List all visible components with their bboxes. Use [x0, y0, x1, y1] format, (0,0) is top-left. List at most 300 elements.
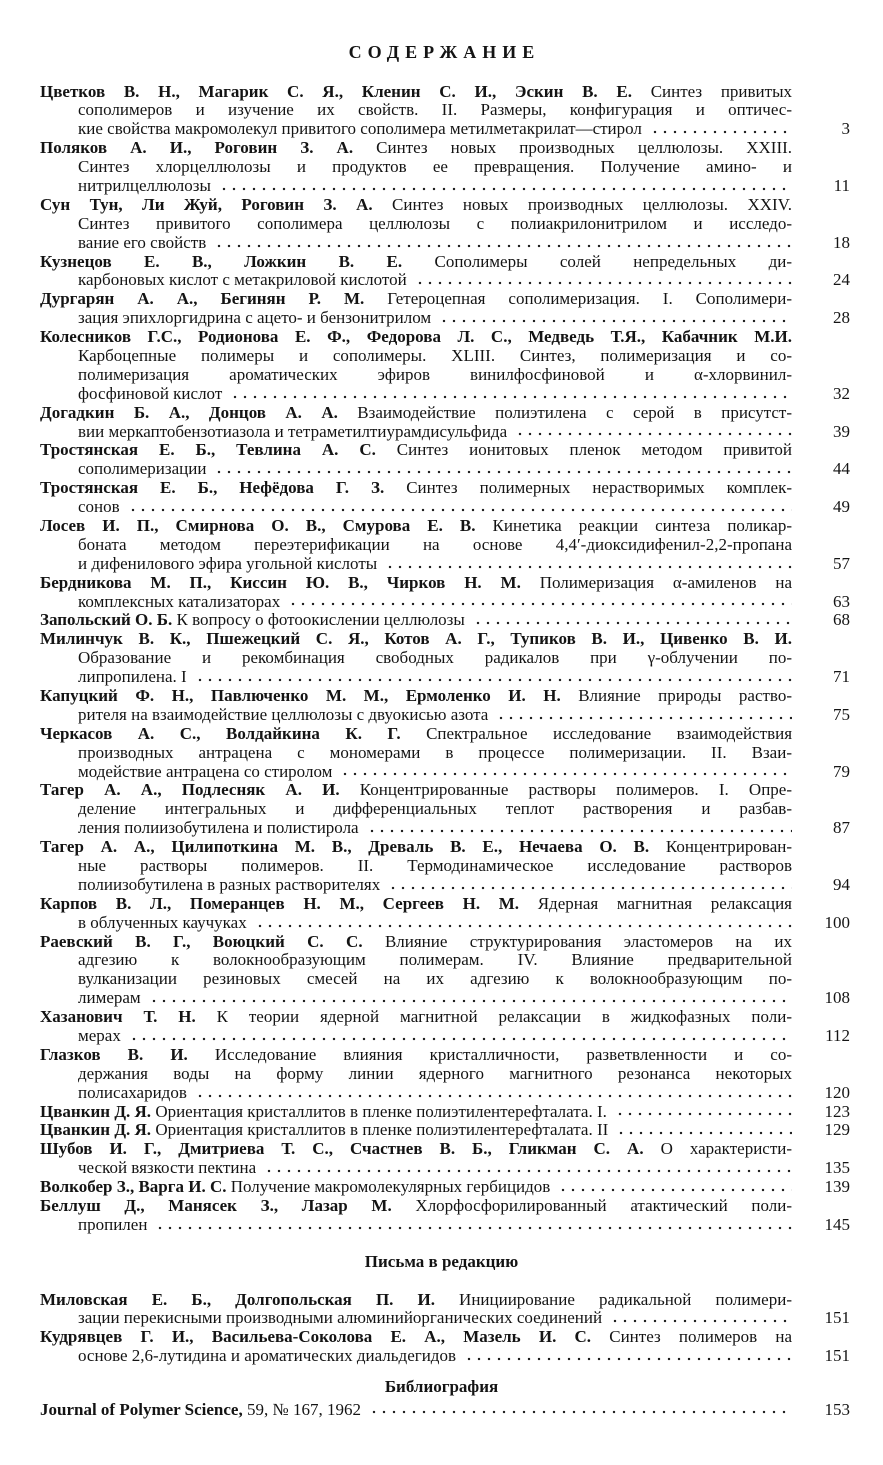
entry-text — [78, 1309, 602, 1328]
toc-line — [0, 933, 883, 952]
toc-line — [0, 706, 883, 725]
entry-text-line — [40, 253, 792, 272]
entry-text-line — [40, 441, 792, 460]
entry-text — [40, 1401, 361, 1420]
toc-line — [0, 687, 883, 706]
entry-title: ные растворы полимеров. II. Термодинамическое исследование растворов — [78, 856, 792, 876]
entry-text — [78, 498, 120, 517]
entry-authors: Тростянская Е. Б., Нефёдова Г. З. — [40, 478, 385, 498]
entry-text-line — [40, 838, 792, 857]
entry-text-line — [78, 215, 792, 234]
entry-text — [78, 234, 206, 253]
toc-line — [0, 970, 883, 989]
entry-page-number: 139 — [824, 1177, 850, 1197]
dot-leader — [462, 1356, 792, 1362]
entry-authors: Раевский В. Г., Воюцкий С. С. — [40, 931, 363, 951]
toc-entry — [0, 139, 883, 196]
entry-text-line — [78, 857, 792, 876]
entry-title: К вопросу о фотоокислении целлюлозы — [176, 610, 465, 630]
toc-line — [0, 1159, 883, 1178]
dot-leader — [365, 828, 792, 834]
toc-entry — [0, 517, 883, 574]
entry-text-line — [78, 366, 792, 385]
entry-title: Концентрированные растворы полимеров. I. Опре- — [359, 780, 792, 800]
entry-text-line — [78, 1309, 792, 1328]
toc-line — [0, 404, 883, 423]
entry-page-number: 151 — [824, 1346, 850, 1366]
toc-line — [0, 177, 883, 196]
entry-text-line — [40, 630, 792, 649]
entry-authors: Капуцкий Ф. Н., Павлюченко М. М., Ермоленко И. Н. — [40, 686, 561, 705]
toc-line — [0, 1347, 883, 1366]
toc-line — [0, 800, 883, 819]
entry-authors: Миловская Е. Б., Долгопольская П. И. — [40, 1289, 435, 1309]
dot-leader — [262, 1168, 792, 1174]
entry-text-line — [78, 1216, 792, 1235]
toc-entry — [0, 687, 883, 725]
entry-page-number: 151 — [824, 1308, 850, 1328]
entry-title: мерах — [78, 1026, 121, 1046]
entry-title: Синтез полимеров на — [609, 1327, 792, 1347]
entry-authors: Кудрявцев Г. И., Васильева-Соколова Е. А., Мазель И. С. — [40, 1327, 592, 1347]
dot-leader — [253, 923, 792, 929]
toc-entry — [0, 611, 883, 630]
entry-text-line — [78, 1159, 792, 1178]
entry-title: Синтез полимерных нерастворимых комплек- — [406, 478, 793, 498]
entry-title: полимеризация ароматических эфиров винилфосфиновой и α-хлорвинил- — [78, 364, 792, 384]
entry-text-line — [78, 271, 792, 290]
toc-line — [0, 139, 883, 158]
toc-line — [0, 1065, 883, 1084]
entry-title: липропилена. I — [78, 667, 187, 687]
dot-leader — [648, 129, 792, 135]
entry-text-line — [78, 158, 792, 177]
entry-text-line — [40, 725, 792, 744]
toc-line — [0, 838, 883, 857]
entry-text — [78, 177, 211, 196]
toc-line — [0, 819, 883, 838]
entry-text — [78, 309, 431, 328]
page-title: СОДЕРЖАНИЕ — [348, 42, 541, 62]
entry-page-number: 129 — [824, 1120, 850, 1140]
entry-authors: Карпов В. Л., Померанцев Н. М., Сергеев Н. М. — [40, 893, 520, 913]
toc-line — [0, 574, 883, 593]
dot-leader — [193, 1093, 792, 1099]
toc-entry — [0, 1121, 883, 1140]
entry-text-line — [40, 1328, 792, 1347]
entry-text-line — [78, 347, 792, 366]
toc-line — [0, 593, 883, 612]
entry-text-line — [78, 706, 792, 725]
dot-leader — [471, 620, 792, 626]
entry-text-line — [40, 1008, 792, 1027]
entry-title: полисахаридов — [78, 1082, 187, 1102]
entry-title: Ориентация кристаллитов в пленке полиэтилентерефталата. II — [155, 1120, 609, 1140]
toc-line — [0, 1140, 883, 1159]
entry-text-line — [40, 1121, 792, 1140]
entry-text-line — [78, 385, 792, 404]
entry-text — [40, 1103, 607, 1122]
entry-text-line — [40, 933, 792, 952]
entry-text — [78, 271, 407, 290]
dot-leader — [286, 601, 792, 607]
entry-page-number: 120 — [824, 1082, 850, 1102]
entry-title: вии меркаптобензотиазола и тетраметилтиурамдисульфида — [78, 421, 508, 441]
toc-line — [0, 366, 883, 385]
entry-title: Концентрирован- — [665, 837, 792, 857]
toc-line — [0, 1121, 883, 1140]
entry-title: Спектральное исследование взаимодействия — [426, 723, 793, 743]
toc-entry — [0, 1328, 883, 1366]
dot-leader — [127, 1036, 792, 1042]
entry-authors: Кузнецов Е. В., Ложкин В. Е. — [40, 251, 403, 271]
toc-line — [0, 668, 883, 687]
toc-entry — [0, 1401, 883, 1420]
entry-page-number: 112 — [825, 1026, 850, 1046]
entry-text-line — [40, 328, 792, 347]
entry-authors: Глазков В. И. — [40, 1044, 188, 1064]
entry-title: фосфиновой кислот — [78, 383, 223, 403]
entry-text-line — [40, 895, 792, 914]
entry-text-line — [78, 536, 792, 555]
entry-page-number: 75 — [833, 704, 850, 724]
entry-text — [78, 385, 222, 404]
toc-entry — [0, 253, 883, 291]
toc-line — [0, 1291, 883, 1310]
toc-entry — [0, 328, 883, 404]
entry-text — [78, 989, 141, 1008]
toc-line — [0, 1103, 883, 1122]
toc-line — [0, 555, 883, 574]
entry-title: рителя на взаимодействие целлюлозы с двуокисью азота — [78, 704, 489, 724]
dot-leader — [613, 1111, 792, 1117]
toc-line — [0, 479, 883, 498]
toc-line — [0, 271, 883, 290]
toc-entry — [0, 1103, 883, 1122]
entry-title: К теории ядерной магнитной релаксации в жидкофазных поли- — [216, 1007, 792, 1027]
entry-title: в облученных каучуках — [78, 912, 247, 932]
entry-page-number: 28 — [833, 308, 850, 328]
toc-line — [0, 328, 883, 347]
entry-page-number: 135 — [824, 1158, 850, 1178]
entry-title: комплексных катализаторах — [78, 591, 281, 611]
entry-authors: Цванкин Д. Я. — [40, 1101, 152, 1121]
toc-line — [0, 460, 883, 479]
dot-leader — [608, 1318, 792, 1324]
entry-text-line — [40, 687, 792, 706]
toc-line — [0, 120, 883, 139]
entry-text — [78, 819, 359, 838]
toc-line — [0, 876, 883, 895]
entry-title: вание его свойств — [78, 232, 207, 252]
entry-authors: Тагер А. А., Цилипоткина М. В., Древаль В. Е., Нечаева О. В. — [40, 837, 650, 857]
entry-title: Образование и рекомбинация свободных радикалов при γ-облучении по- — [78, 648, 792, 668]
toc-entry — [0, 196, 883, 253]
toc-line — [0, 347, 883, 366]
entry-title: Синтез привитых — [650, 81, 792, 101]
toc-line — [0, 536, 883, 555]
toc-entry — [0, 838, 883, 895]
entry-title: Синтез новых производных целлюлозы. XXIV. — [392, 194, 792, 214]
entry-text-line — [78, 120, 792, 139]
entry-text-line — [78, 668, 792, 687]
entry-authors: Дургарян А. А., Бегинян Р. М. — [40, 289, 365, 309]
entry-title: полиизобутилена в разных растворителях — [78, 874, 381, 894]
dot-leader — [212, 243, 792, 249]
entry-page-number: 24 — [833, 270, 850, 290]
entry-text-line — [40, 479, 792, 498]
entry-title: Исследование влияния кристалличности, разветвленности и со- — [214, 1044, 793, 1064]
entry-title: кие свойства макромолекул привитого сополимера метилметакрилат—стирол — [78, 119, 642, 139]
entry-title: зации перекисными производными алюминийорганических соединений — [78, 1308, 603, 1328]
toc-line — [0, 423, 883, 442]
toc-line — [0, 441, 883, 460]
entry-authors: Тростянская Е. Б., Тевлина А. С. — [40, 440, 376, 460]
toc-entry — [0, 441, 883, 479]
dot-leader — [413, 280, 792, 286]
entry-authors: Поляков А. И., Роговин З. А. — [40, 138, 354, 158]
entry-title: Синтез ионитовых пленок методом привитой — [396, 440, 793, 460]
entry-text — [78, 1216, 147, 1235]
entry-text-line — [78, 970, 792, 989]
entry-text — [78, 423, 507, 442]
dot-leader — [147, 998, 792, 1004]
entry-text — [78, 876, 380, 895]
entry-title: сополимеризации — [78, 459, 207, 479]
entry-title: боната методом переэтерификации на основе 4,4′-диоксидифенил-2,2-пропана — [78, 534, 792, 554]
toc-line — [0, 1046, 883, 1065]
entry-text-line — [40, 1178, 792, 1197]
dot-leader — [212, 469, 792, 475]
entry-text-line — [78, 1027, 792, 1046]
toc-line — [0, 763, 883, 782]
dot-leader — [153, 1225, 792, 1231]
toc-entry — [0, 1046, 883, 1103]
entry-text — [40, 1121, 608, 1140]
entry-text — [78, 593, 280, 612]
entry-title: Полимеризация α-амиленов на — [539, 572, 793, 592]
entry-title: модействие антрацена со стиролом — [78, 761, 333, 781]
entry-text-line — [40, 1197, 792, 1216]
entry-page-number: 18 — [833, 232, 850, 252]
entry-title: 59, № 167, 1962 — [246, 1399, 361, 1419]
toc-line — [0, 309, 883, 328]
entry-page-number: 3 — [841, 119, 850, 139]
entry-page-number: 49 — [833, 497, 850, 517]
entry-text-line — [78, 309, 792, 328]
toc-entry — [0, 630, 883, 687]
toc-entry — [0, 1008, 883, 1046]
entry-title: вулканизации резиновых смесей на их адгезию к волокнообразующим по- — [78, 969, 792, 989]
entry-authors: Шубов И. Г., Дмитриева Т. С., Счастнев В. Б., Гликман С. А. — [40, 1139, 644, 1159]
entry-text — [78, 1084, 187, 1103]
toc-line — [0, 385, 883, 404]
toc-line — [0, 649, 883, 668]
entry-text-line — [78, 593, 792, 612]
entry-title: карбоновых кислот с метакриловой кислотой — [78, 270, 407, 290]
toc-line — [0, 158, 883, 177]
letters-list — [0, 1291, 883, 1367]
bibliography-list — [0, 1401, 883, 1420]
entry-page-number: 63 — [833, 591, 850, 611]
entry-text-line — [40, 781, 792, 800]
toc-line — [0, 857, 883, 876]
entry-title: О характеристи- — [660, 1139, 793, 1159]
entry-title: Сополимеры солей непредельных ди- — [434, 251, 793, 271]
entry-text-line — [40, 83, 792, 102]
entry-text — [78, 120, 642, 139]
entry-title: сонов — [78, 497, 120, 517]
entry-title: и дифенилового эфира угольной кислоты — [78, 553, 378, 573]
entry-title: деление интегральных и дифференциальных теплот растворения и разбав- — [78, 799, 792, 819]
toc-line — [0, 630, 883, 649]
toc-line — [0, 1008, 883, 1027]
toc-line — [0, 196, 883, 215]
entry-text — [78, 706, 488, 725]
entry-authors: Сун Тун, Ли Жуй, Роговин З. А. — [40, 194, 373, 214]
dot-leader — [494, 715, 792, 721]
entry-text-line — [40, 1046, 792, 1065]
entry-page-number: 94 — [833, 874, 850, 894]
entry-text-line — [40, 1401, 792, 1420]
entry-title: ления полиизобутилена и полистирола — [78, 818, 359, 838]
entry-page-number: 108 — [824, 988, 850, 1008]
toc-entry — [0, 895, 883, 933]
entry-title: Инициирование радикальной полимери- — [459, 1289, 792, 1309]
dot-leader — [556, 1187, 792, 1193]
entry-title: адгезию к волокнообразующим полимерам. IV. Влияние предварительной — [78, 950, 792, 970]
dot-leader — [338, 771, 792, 777]
toc-line — [0, 781, 883, 800]
toc-line — [0, 914, 883, 933]
entry-text — [40, 1178, 550, 1197]
toc-line — [0, 83, 883, 102]
entry-page-number: 44 — [833, 459, 850, 479]
entry-text-line — [78, 800, 792, 819]
toc-entry — [0, 479, 883, 517]
entry-authors: Догадкин Б. А., Донцов А. А. — [40, 402, 338, 422]
toc-entry — [0, 1291, 883, 1329]
entry-title: нитрилцеллюлозы — [78, 175, 211, 195]
entry-text-line — [78, 423, 792, 442]
entry-page-number: 57 — [833, 553, 850, 573]
entry-text-line — [78, 914, 792, 933]
entry-authors: Цветков В. Н., Магарик С. Я., Кленин С. И., Эскин В. Е. — [40, 81, 632, 101]
entry-text — [78, 1027, 121, 1046]
toc-line — [0, 951, 883, 970]
entry-title: производных антрацена с мономерами в процессе полимеризации. II. Взаи- — [78, 742, 792, 762]
entry-text — [78, 555, 377, 574]
entry-text-line — [78, 1065, 792, 1084]
entry-text-line — [40, 517, 792, 536]
entry-authors: Черкасов А. С., Волдайкина К. Г. — [40, 723, 401, 743]
entry-page-number: 100 — [824, 912, 850, 932]
entry-title: Кинетика реакции синтеза поликар- — [492, 515, 792, 535]
entry-text-line — [78, 1347, 792, 1366]
toc-line — [0, 1027, 883, 1046]
entry-text — [40, 611, 465, 630]
entry-text-line — [78, 649, 792, 668]
entry-page-number: 145 — [824, 1214, 850, 1234]
toc-line — [0, 725, 883, 744]
toc-line — [0, 744, 883, 763]
entry-title: Синтез новых производных целлюлозы. XXIII. — [376, 138, 793, 158]
dot-leader — [386, 885, 792, 891]
entry-title: зация эпихлоргидрина с ацето- и бензонитрилом — [78, 308, 432, 328]
toc-entry — [0, 781, 883, 838]
entry-title: Ориентация кристаллитов в пленке полиэтилентерефталата. I. — [155, 1101, 607, 1121]
entry-authors: Цванкин Д. Я. — [40, 1120, 152, 1140]
toc-line — [0, 1401, 883, 1420]
toc-line — [0, 1178, 883, 1197]
entry-title: Синтез привитого сополимера целлюлозы с полиакрилонитрилом и исследо- — [78, 213, 792, 233]
entry-text-line — [40, 574, 792, 593]
entry-page-number: 39 — [833, 421, 850, 441]
entry-authors: Хазанович Т. Н. — [40, 1007, 196, 1027]
toc-entry — [0, 290, 883, 328]
entry-text-line — [78, 177, 792, 196]
entry-text-line — [40, 196, 792, 215]
entry-page-number: 32 — [833, 383, 850, 403]
dot-leader — [383, 564, 792, 570]
entry-title: Взаимодействие полиэтилена с серой в присутст- — [357, 402, 793, 422]
toc-entry — [0, 725, 883, 782]
entry-text-line — [40, 1140, 792, 1159]
entry-authors: Волкобер З., Варга И. С. — [40, 1177, 227, 1197]
toc-line — [0, 253, 883, 272]
toc-line — [0, 101, 883, 120]
entry-text-line — [78, 1084, 792, 1103]
entry-text — [78, 1347, 456, 1366]
entry-authors: Лосев И. П., Смирнова О. В., Смурова Е. В. — [40, 515, 476, 535]
entry-title: Влияние структурирования эластомеров на их — [384, 931, 793, 951]
toc-entry — [0, 1197, 883, 1235]
entry-page-number: 71 — [833, 667, 850, 687]
entry-text-line — [78, 763, 792, 782]
toc-entry — [0, 1140, 883, 1178]
entry-text-line — [40, 404, 792, 423]
entry-title: лимерам — [78, 988, 141, 1008]
dot-leader — [614, 1130, 792, 1136]
entry-authors: Колесников Г.С., Родионова Е. Ф., Федорова Л. С., Медведь Т.Я., Кабачник М.И. — [40, 327, 792, 347]
entry-text-line — [78, 460, 792, 479]
entry-authors: Journal of Polymer Science, — [40, 1399, 243, 1419]
toc-line — [0, 1216, 883, 1235]
entry-text-line — [78, 744, 792, 763]
dot-leader — [513, 431, 792, 437]
entry-page-number: 11 — [833, 175, 850, 195]
entry-authors: Бердникова М. П., Киссин Ю. В., Чирков Н. М. — [40, 572, 521, 592]
entry-text — [78, 460, 206, 479]
entry-text-line — [78, 819, 792, 838]
entry-text-line — [78, 234, 792, 253]
entry-text-line — [78, 498, 792, 517]
entry-text-line — [40, 290, 792, 309]
toc-line — [0, 498, 883, 517]
toc-line — [0, 1197, 883, 1216]
toc-line — [0, 234, 883, 253]
entry-authors: Милинчук В. К., Пшежецкий С. Я., Котов А. Г., Тупиков В. И., Цивенко В. И. — [40, 629, 792, 649]
entry-title: Синтез хлорцеллюлозы и продуктов ее превращения. Получение амино- и — [78, 157, 792, 177]
toc-entry — [0, 1178, 883, 1197]
entry-text-line — [40, 1291, 792, 1310]
entry-text — [78, 763, 332, 782]
dot-leader — [126, 507, 792, 513]
entry-page-number: 153 — [824, 1399, 850, 1419]
dot-leader — [367, 1409, 792, 1415]
entry-text — [78, 1159, 256, 1178]
dot-leader — [228, 394, 792, 400]
